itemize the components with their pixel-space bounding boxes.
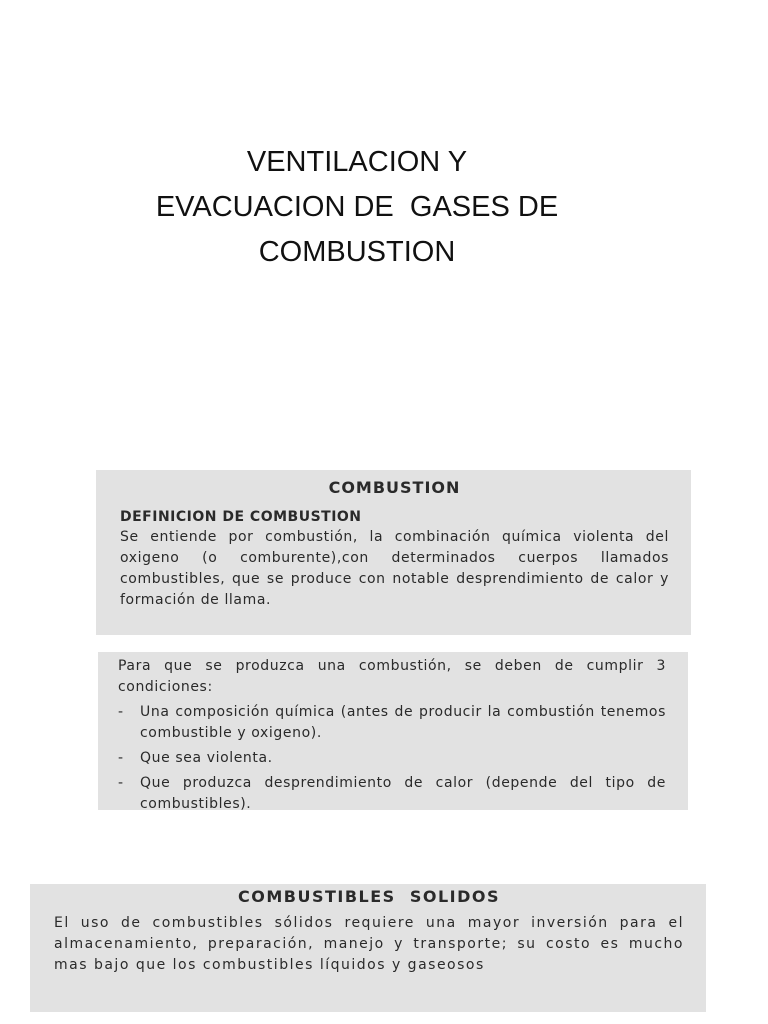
- condition-text: Que produzca desprendimiento de calor (depende del tipo de combustibles).: [140, 775, 666, 812]
- definition-paragraph: Se entiende por combustión, la combinación química violenta del oxigeno (o comburente),con determinados cuerpos llamados combustibles, que se produce con notable desprendimiento de calor y formación de llama.: [120, 529, 669, 608]
- document-title: [0, 140, 714, 275]
- condition-text: Que sea violenta.: [140, 750, 273, 766]
- condition-text: Una composición química (antes de producir la combustión tenemos combustible y oxigeno).: [140, 704, 666, 741]
- dash-bullet-icon: -: [118, 704, 124, 720]
- condition-item: [118, 773, 666, 815]
- title-line-2: EVACUACION DE GASES DE: [155, 191, 559, 223]
- conditions-intro: Para que se produzca una combustión, se deben de cumplir 3 condiciones:: [118, 658, 666, 695]
- solid-fuels-scan: [30, 884, 706, 1012]
- solid-fuels-paragraph: El uso de combustibles sólidos requiere una mayor inversión para el almacenamiento, preparación, manejo y transporte; su costo es mucho mas bajo que los combustibles líquidos y gaseosos: [54, 915, 684, 973]
- combustion-definition-scan: [96, 470, 691, 635]
- title-line-3: COMBUSTION: [258, 236, 456, 268]
- dash-bullet-icon: -: [118, 750, 124, 766]
- condition-item: [118, 748, 666, 769]
- subheading-definition: DEFINICION DE COMBUSTION: [120, 509, 362, 525]
- conditions-scan: [98, 652, 688, 810]
- condition-item: [118, 702, 666, 744]
- section-heading-combustion: COMBUSTION: [328, 478, 461, 497]
- section-heading-solid-fuels: COMBUSTIBLES SOLIDOS: [237, 887, 500, 906]
- title-line-1: VENTILACION Y: [246, 146, 468, 178]
- dash-bullet-icon: -: [118, 775, 124, 791]
